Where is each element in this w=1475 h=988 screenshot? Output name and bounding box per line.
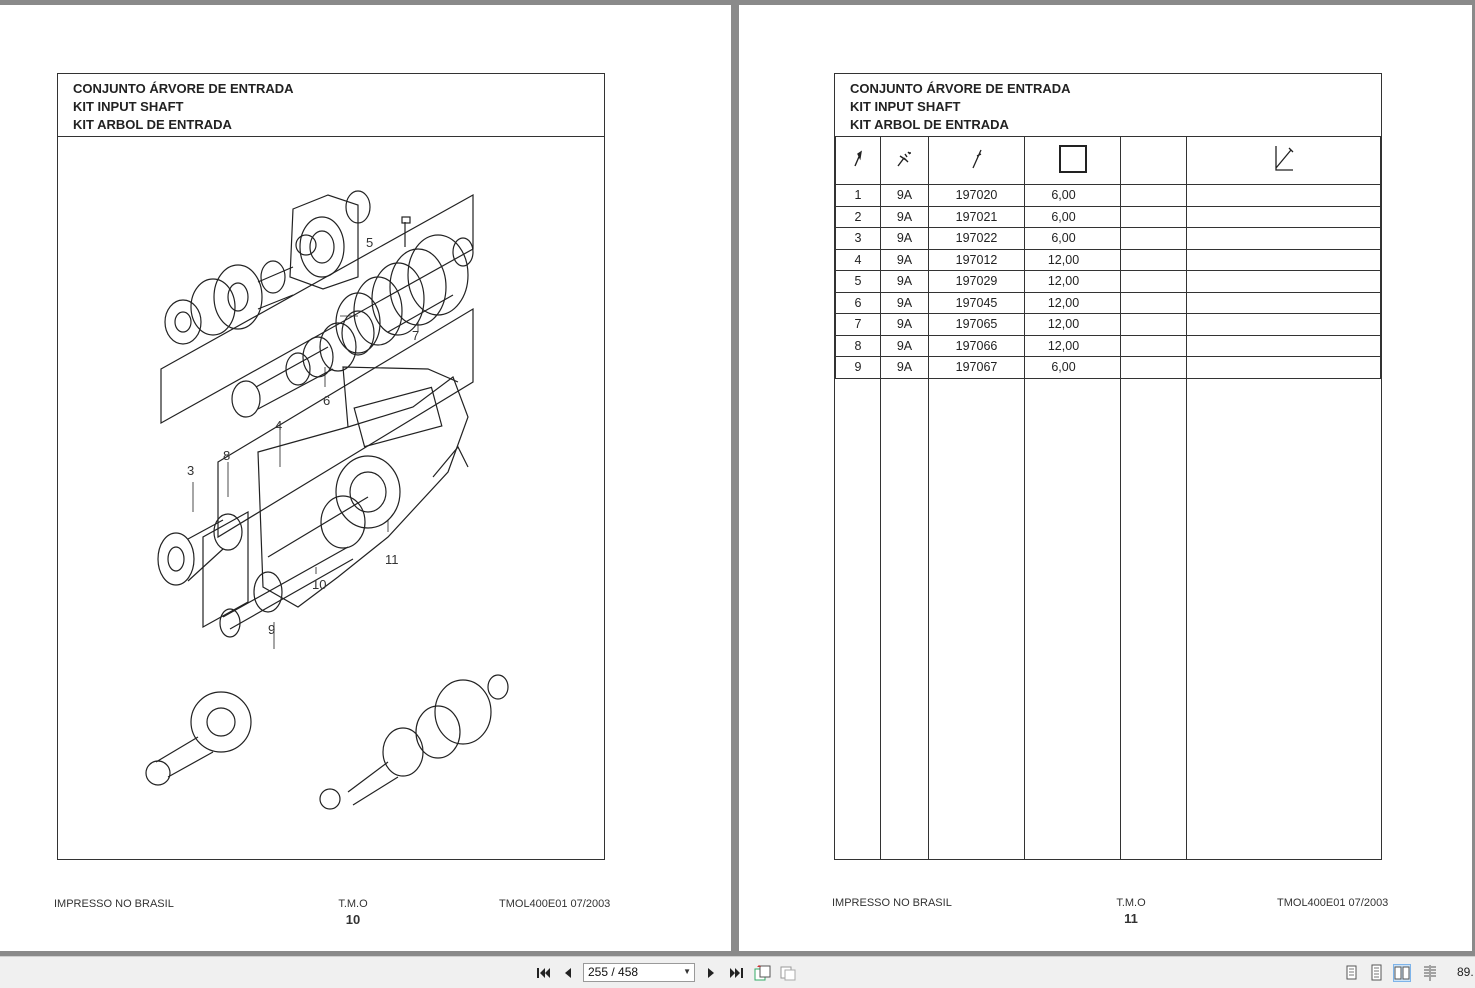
table-row (836, 357, 1381, 379)
item-cell: 5 (836, 271, 881, 293)
notes-cell (1187, 314, 1381, 336)
group-cell: 9A (881, 357, 929, 379)
two-page-continuous-icon[interactable] (1421, 964, 1439, 982)
table-row (836, 206, 1381, 228)
title-line-es: KIT ARBOL DE ENTRADA (73, 117, 232, 132)
table-row (836, 228, 1381, 250)
parts-table (835, 136, 1381, 379)
page-number-select[interactable] (583, 963, 695, 982)
quantity-cell: 6,00 (1025, 185, 1121, 207)
copy-icon[interactable] (778, 963, 798, 983)
footer-doc-code: TMOL400E01 07/2003 (1277, 897, 1389, 909)
callout-3: 3 (187, 463, 195, 478)
code-cell: 197066 (929, 335, 1025, 357)
footer-printed-in: IMPRESSO NO BRASIL (54, 898, 174, 910)
last-page-icon[interactable] (726, 963, 746, 983)
quantity-cell: 6,00 (1025, 206, 1121, 228)
middle-panel-outline (218, 309, 473, 537)
code-cell: 197065 (929, 314, 1025, 336)
table-row (836, 314, 1381, 336)
quantity-cell: 12,00 (1025, 271, 1121, 293)
code-cell: 197012 (929, 249, 1025, 271)
notes-cell (1187, 335, 1381, 357)
bottom-right-gear-shaft (320, 675, 508, 809)
code-cell: 197021 (929, 206, 1025, 228)
footer-tmo: T.M.O (338, 898, 368, 910)
group-cell: 9A (881, 249, 929, 271)
quantity-column-header (1025, 137, 1121, 185)
group-cell: 9A (881, 271, 929, 293)
group-column-header (881, 137, 929, 185)
callout-6: 6 (323, 393, 331, 408)
title-line-pt: CONJUNTO ÁRVORE DE ENTRADA (73, 81, 294, 96)
first-page-icon[interactable] (534, 963, 554, 983)
single-page-icon[interactable] (1342, 964, 1360, 982)
group-cell: 9A (881, 185, 929, 207)
blank-cell (1121, 292, 1187, 314)
right-title-box (835, 74, 1381, 137)
notes-cell (1187, 206, 1381, 228)
item-column-header (836, 137, 881, 185)
group-cell: 9A (881, 292, 929, 314)
blank-column-header (1121, 137, 1187, 185)
blank-cell (1121, 271, 1187, 293)
parts-list-frame (834, 73, 1382, 860)
exploded-parts-illustration (58, 137, 604, 859)
table-row (836, 185, 1381, 207)
notes-cell (1187, 271, 1381, 293)
left-page (0, 5, 731, 951)
illustration-frame (57, 73, 605, 860)
bottom-left-shaft (146, 692, 251, 785)
quantity-cell: 6,00 (1025, 228, 1121, 250)
two-page-icon[interactable] (1393, 964, 1411, 982)
notes-cell (1187, 357, 1381, 379)
gearbox-housing (258, 367, 468, 607)
table-header-row (836, 137, 1381, 185)
left-title-box (58, 74, 604, 137)
next-page-icon[interactable] (701, 963, 721, 983)
page-indicator: 255 / 458 (588, 965, 639, 979)
code-cell: 197020 (929, 185, 1025, 207)
callout-5: 5 (366, 235, 374, 250)
quantity-cell: 12,00 (1025, 335, 1121, 357)
footer-doc-code: TMOL400E01 07/2003 (499, 898, 611, 910)
blank-cell (1121, 249, 1187, 271)
page-number: 11 (1124, 911, 1138, 926)
footer-printed-in: IMPRESSO NO BRASIL (832, 897, 952, 909)
item-cell: 6 (836, 292, 881, 314)
callout-11: 11 (385, 552, 399, 567)
item-cell: 8 (836, 335, 881, 357)
rotate-icon[interactable] (752, 963, 772, 983)
item-cell: 9 (836, 357, 881, 379)
continuous-icon[interactable] (1367, 964, 1385, 982)
blank-cell (1121, 228, 1187, 250)
group-cell: 9A (881, 314, 929, 336)
quantity-cell: 12,00 (1025, 292, 1121, 314)
callout-9: 9 (268, 622, 276, 637)
group-cell: 9A (881, 206, 929, 228)
title-line-en: KIT INPUT SHAFT (850, 99, 961, 114)
quantity-cell: 6,00 (1025, 357, 1121, 379)
blank-cell (1121, 185, 1187, 207)
table-row (836, 292, 1381, 314)
chevron-down-icon: ▼ (683, 967, 691, 976)
code-column-header (929, 137, 1025, 185)
prev-page-icon[interactable] (558, 963, 578, 983)
blank-cell (1121, 357, 1187, 379)
notes-cell (1187, 249, 1381, 271)
quantity-cell: 12,00 (1025, 249, 1121, 271)
page-number: 10 (345, 912, 361, 927)
item-cell: 2 (836, 206, 881, 228)
title-line-es: KIT ARBOL DE ENTRADA (850, 117, 1009, 132)
callout-7: 7 (412, 328, 420, 343)
notes-cell (1187, 185, 1381, 207)
blank-cell (1121, 206, 1187, 228)
footer-tmo: T.M.O (1116, 897, 1146, 909)
viewer-toolbar (0, 956, 1475, 988)
part-code-icon (969, 148, 985, 170)
item-cell: 1 (836, 185, 881, 207)
item-cell: 3 (836, 228, 881, 250)
callout-4: 4 (275, 418, 283, 433)
quantity-cell: 12,00 (1025, 314, 1121, 336)
code-cell: 197029 (929, 271, 1025, 293)
zoom-level[interactable]: 89. (1457, 965, 1474, 979)
item-cell: 7 (836, 314, 881, 336)
notes-cell (1187, 228, 1381, 250)
code-cell: 197022 (929, 228, 1025, 250)
title-line-en: KIT INPUT SHAFT (73, 99, 184, 114)
notes-column-header (1187, 137, 1381, 185)
code-cell: 197045 (929, 292, 1025, 314)
notes-cell (1187, 292, 1381, 314)
table-row (836, 271, 1381, 293)
gear-group-icon (894, 148, 916, 170)
upper-gear-assembly (165, 191, 473, 353)
quantity-box-icon (1058, 144, 1088, 174)
blank-cell (1121, 314, 1187, 336)
callout-8: 8 (223, 448, 231, 463)
item-pointer-icon (851, 150, 865, 168)
footer-center (1091, 897, 1171, 926)
middle-shaft-assembly (232, 311, 374, 417)
lower-left-parts (158, 512, 353, 637)
group-cell: 9A (881, 335, 929, 357)
footer-center (313, 898, 393, 927)
item-cell: 4 (836, 249, 881, 271)
callout-10: 10 (312, 577, 327, 592)
code-cell: 197067 (929, 357, 1025, 379)
table-row (836, 335, 1381, 357)
blank-cell (1121, 335, 1187, 357)
table-row (836, 249, 1381, 271)
right-page (739, 5, 1472, 951)
title-line-pt: CONJUNTO ÁRVORE DE ENTRADA (850, 81, 1071, 96)
notes-pen-icon (1271, 144, 1297, 174)
group-cell: 9A (881, 228, 929, 250)
